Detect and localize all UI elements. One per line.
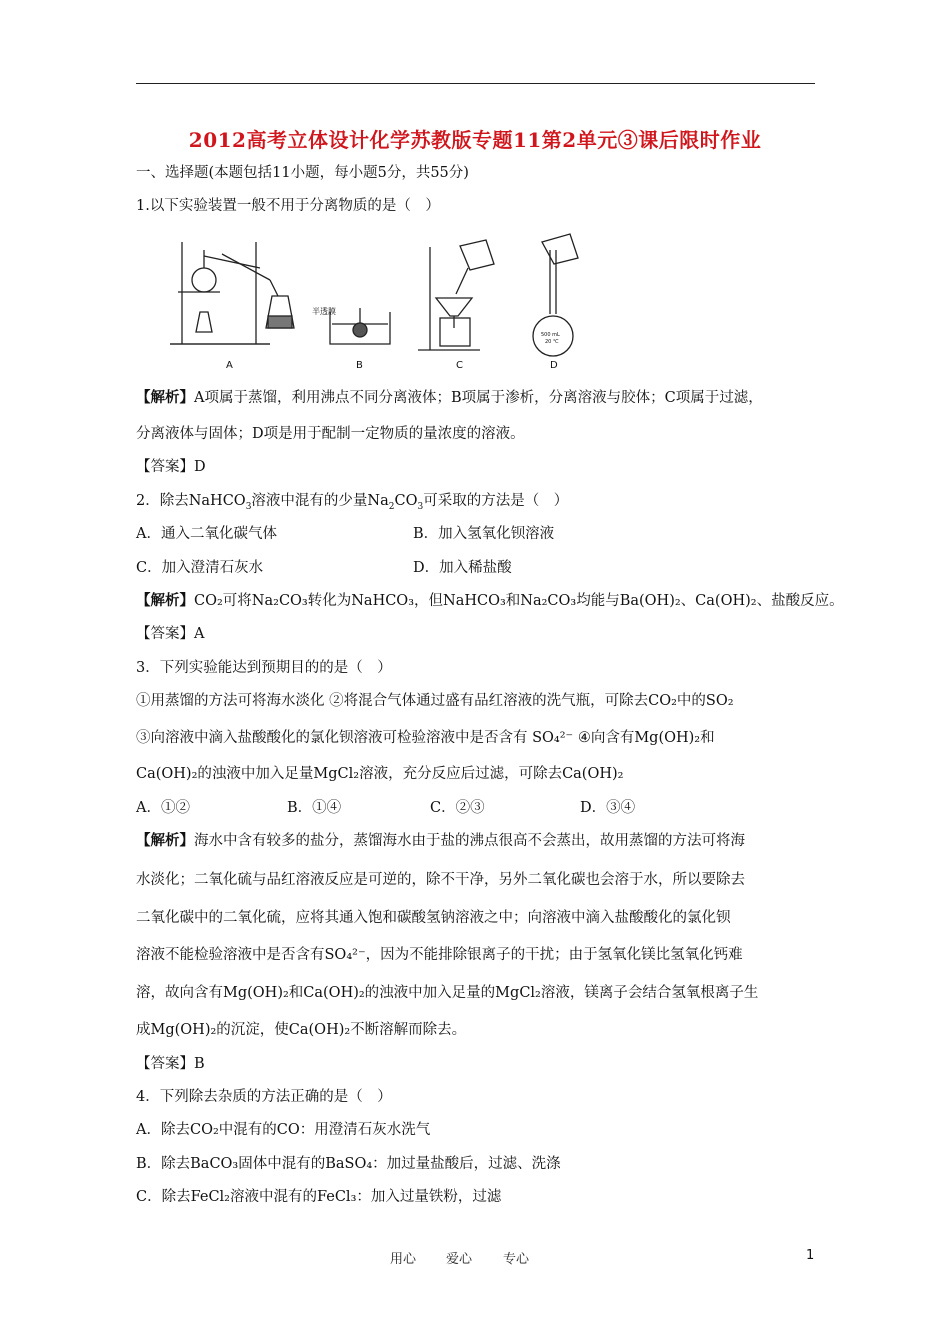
question-3-analysis-line-4: 溶液不能检验溶液中是否含有SO₄²⁻，因为不能排除银离子的干扰；由于氢氧化镁比氢氧化钙难 — [136, 947, 743, 963]
question-2-stem: 2．除去NaHCO$_3$溶液中混有的少量$Na_2CO_3$可采取的方法是（ ） — [136, 493, 569, 512]
figure-label-d: D — [550, 360, 558, 371]
question-3-item-line-1: ①用蒸馏的方法可将海水淡化 ②将混合气体通过盛有品红溶液的洗气瓶，可除去CO₂中的SO₂ — [136, 693, 734, 709]
header-rule — [136, 83, 815, 84]
footer-text-3: 专心 — [503, 1252, 530, 1267]
question-4-option-a: A．除去CO₂中混有的CO：用澄清石灰水洗气 — [136, 1122, 431, 1138]
membrane-label: 半透膜 — [312, 307, 336, 316]
section-heading: 一、选择题(本题包括11小题，每小题5分，共55分) — [136, 165, 469, 181]
question-3-option-d: D．③④ — [580, 800, 636, 816]
question-3-analysis-line-5: 溶，故向含有Mg(OH)₂和Ca(OH)₂的浊液中加入足量的MgCl₂溶液，镁离子会结合氢氧根离子生 — [136, 985, 759, 1001]
question-3-option-b: B．①④ — [287, 800, 342, 816]
question-2-option-b: B．加入氢氧化钡溶液 — [413, 526, 555, 542]
question-1-answer: 【答案】D — [136, 459, 206, 475]
question-3-item-line-2: ③向溶液中滴入盐酸酸化的氯化钡溶液可检验溶液中是否含有 SO₄²⁻ ④向含有Mg(OH)₂和 — [136, 730, 715, 746]
flask-temp-label: 20 ℃ — [545, 339, 559, 345]
question-2-option-a: A．通入二氧化碳气体 — [136, 526, 277, 542]
question-3-option-a: A．①② — [136, 800, 190, 816]
question-3-option-c: C．②③ — [430, 800, 485, 816]
question-2-option-c: C．加入澄清石灰水 — [136, 560, 264, 576]
question-4-option-b: B．除去BaCO₃固体中混有的BaSO₄：加过量盐酸后，过滤、洗涤 — [136, 1156, 561, 1172]
apparatus-figure — [160, 232, 580, 372]
question-3-analysis-line-6: 成Mg(OH)₂的沉淀，使Ca(OH)₂不断溶解而除去。 — [136, 1022, 467, 1038]
question-3-item-line-3: Ca(OH)₂的浊液中加入足量MgCl₂溶液，充分反应后过滤，可除去Ca(OH)₂ — [136, 766, 624, 782]
figure-label-a: A — [226, 360, 233, 371]
flask-volume-label: 500 mL — [541, 332, 560, 338]
question-3-analysis-line-3: 二氧化碳中的二氧化硫，应将其通入饱和碳酸氢钠溶液之中；向溶液中滴入盐酸酸化的氯化钡 — [136, 910, 731, 926]
page-title: 2012高考立体设计化学苏教版专题11第2单元③课后限时作业 — [188, 128, 762, 152]
footer-text-1: 用心 — [390, 1252, 417, 1267]
question-2-option-d: D．加入稀盐酸 — [413, 560, 512, 576]
question-1-analysis-line-2: 分离液体与固体；D项是用于配制一定物质的量浓度的溶液。 — [136, 426, 525, 442]
question-1-analysis-line-1: 【解析】A项属于蒸馏，利用沸点不同分离液体；B项属于渗析，分离溶液与胶体；C项属于过滤， — [136, 389, 763, 406]
apparatus-illustration — [160, 232, 580, 372]
figure-label-b: B — [356, 360, 363, 371]
question-4-stem: 4．下列除去杂质的方法正确的是（ ） — [136, 1089, 392, 1105]
footer-text-2: 爱心 — [446, 1252, 473, 1267]
question-3-answer: 【答案】B — [136, 1056, 205, 1072]
question-3-analysis-line-1: 【解析】海水中含有较多的盐分，蒸馏海水由于盐的沸点很高不会蒸出，故用蒸馏的方法可将海 — [136, 832, 745, 849]
question-1-stem: 1.以下实验装置一般不用于分离物质的是（ ） — [136, 198, 440, 214]
question-4-option-c: C．除去FeCl₂溶液中混有的FeCl₃：加入过量铁粉，过滤 — [136, 1189, 502, 1205]
figure-label-c: C — [456, 360, 463, 371]
page-number: 1 — [806, 1248, 815, 1263]
question-2-analysis: 【解析】CO₂可将Na₂CO₃转化为NaHCO₃，但NaHCO₃和Na₂CO₃均能与Ba(OH)₂、Ca(OH)₂、盐酸反应。 — [136, 592, 844, 609]
question-3-analysis-line-2: 水淡化；二氧化硫与品红溶液反应是可逆的，除不干净，另外二氧化碳也会溶于水，所以要除去 — [136, 872, 745, 888]
question-3-stem: 3．下列实验能达到预期目的的是（ ） — [136, 660, 392, 676]
question-2-answer: 【答案】A — [136, 626, 205, 642]
